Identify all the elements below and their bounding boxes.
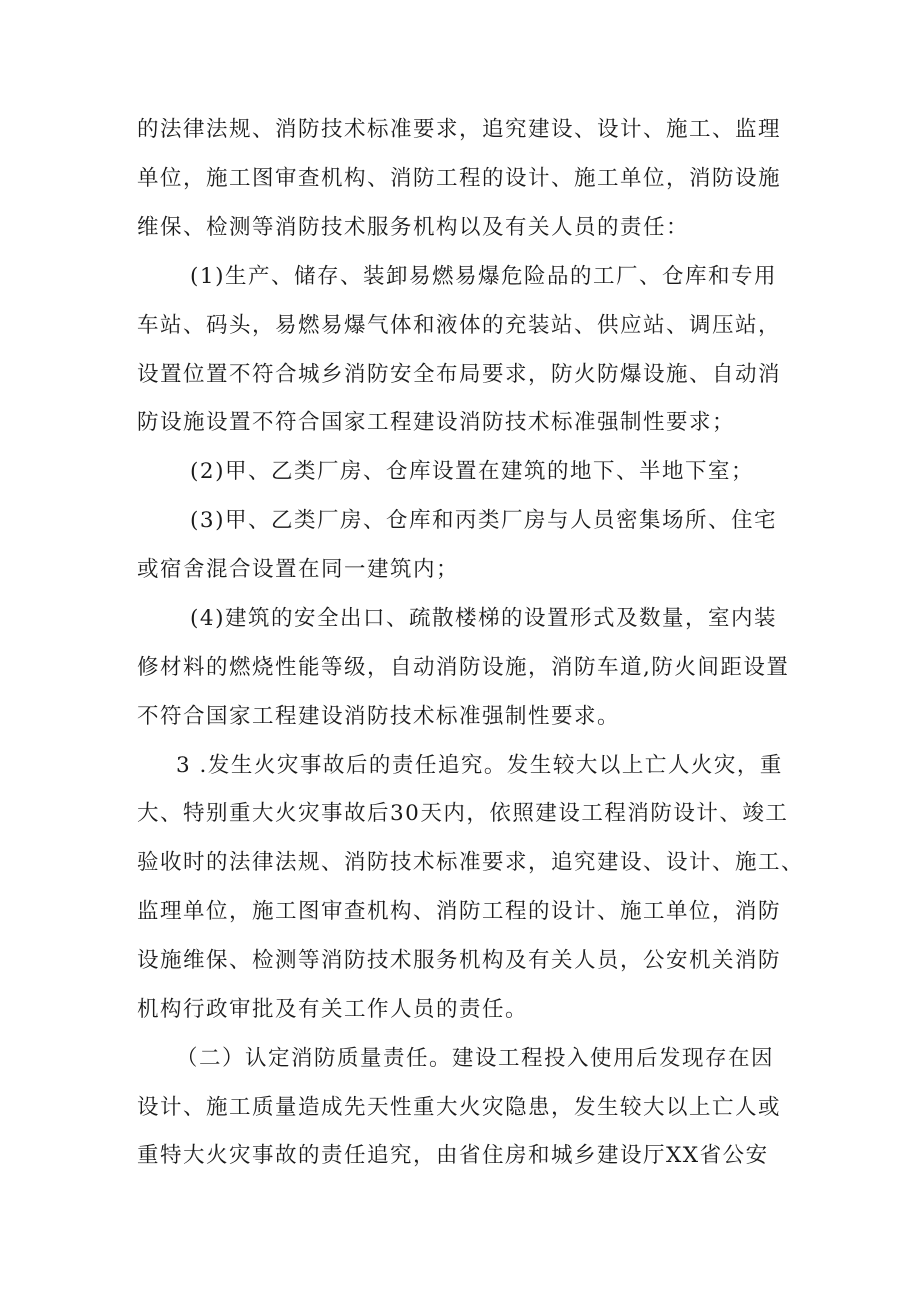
list-item-3: (3)甲、乙类厂房、仓库和丙类厂房与人员密集场所、住宅 [190, 508, 777, 533]
text-line: 设置位置不符合城乡消防安全布局要求，防火防爆设施、自动消 [137, 362, 782, 387]
text-line: 验收时的法律法规、消防技术标准要求，追究建设、设计、施工、 [137, 850, 805, 875]
text-line: 的法律法规、消防技术标准要求，追究建设、设计、施工、监理 [137, 117, 782, 142]
text-line: 重特大火灾事故的责任追究，由省住房和城乡建设厅XX省公安 [137, 1143, 769, 1168]
section-heading-2: （二）认定消防质量责任。建设工程投入使用后发现存在因 [176, 1046, 775, 1071]
text-line: 或宿舍混合设置在同一建筑内； [137, 557, 460, 582]
text-line: 维保、检测等消防技术服务机构以及有关人员的责任： [137, 215, 690, 240]
section-item-3: 3 .发生火灾事故后的责任追究。发生较大以上亡人火灾，重 [176, 753, 783, 778]
text-line: 不符合国家工程建设消防技术标准强制性要求。 [137, 704, 621, 729]
list-item-4: (4)建筑的安全出口、疏散楼梯的设置形式及数量，室内装 [190, 606, 777, 631]
list-item-2: (2)甲、乙类厂房、仓库设置在建筑的地下、半地下室； [190, 459, 754, 484]
text-line: 监理单位，施工图审查机构、消防工程的设计、施工单位，消防 [137, 899, 782, 924]
text-line: 单位，施工图审查机构、消防工程的设计、施工单位，消防设施 [137, 166, 782, 191]
text-line: 车站、码头，易燃易爆气体和液体的充装站、供应站、调压站， [137, 313, 782, 338]
text-line: 设施维保、检测等消防技术服务机构及有关人员，公安机关消防 [137, 948, 782, 973]
text-line: 机构行政审批及有关工作人员的责任。 [137, 997, 529, 1022]
text-line: 修材料的燃烧性能等级，自动消防设施，消防车道,防火间距设置 [137, 655, 790, 680]
text-line: 防设施设置不符合国家工程建设消防技术标准强制性要求； [137, 410, 736, 435]
list-item-1: (1)生产、储存、装卸易燃易爆危险品的工厂、仓库和专用 [190, 264, 777, 289]
text-line: 设计、施工质量造成先天性重大火灾隐患，发生较大以上亡人或 [137, 1095, 782, 1120]
text-line: 大、特别重大火灾事故后30天内，依照建设工程消防设计、竣工 [137, 801, 789, 826]
